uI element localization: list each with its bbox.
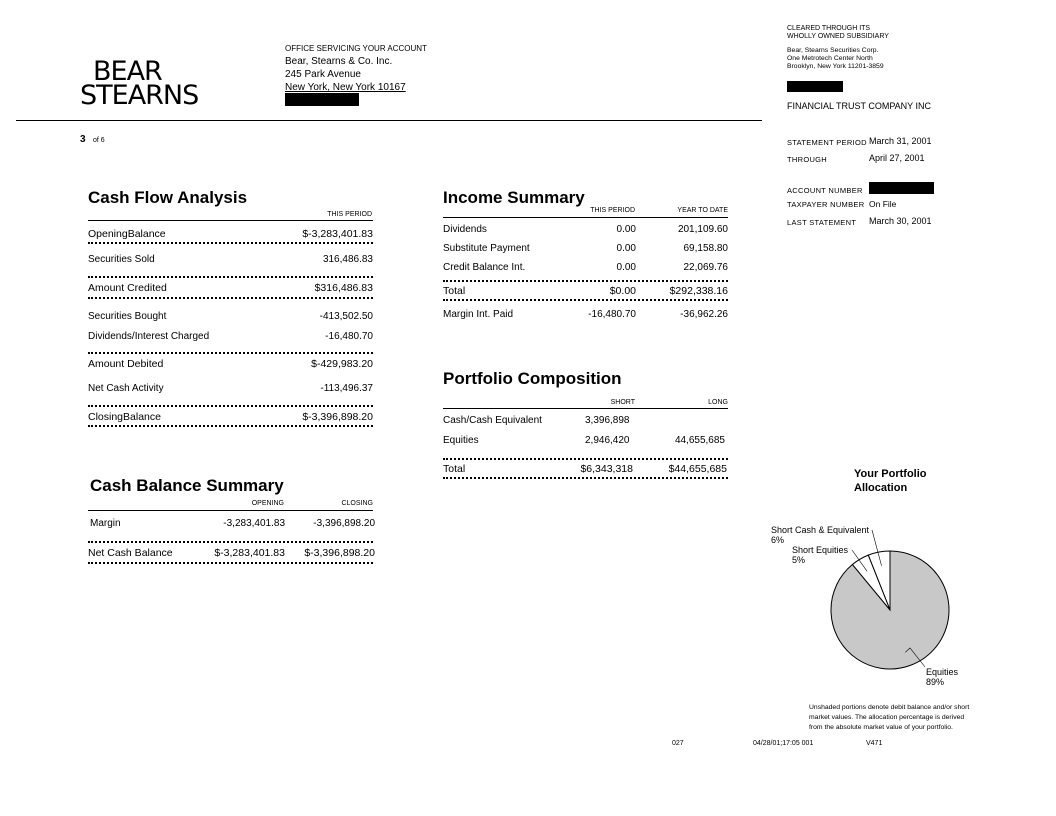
portfolio-col-long: LONG [708, 399, 728, 406]
income-row-label: Substitute Payment [443, 243, 530, 254]
dotted-rule [88, 405, 373, 407]
dotted-rule [88, 425, 373, 427]
income-summary-title: Income Summary [443, 188, 585, 207]
securities-bought-label: Securities Bought [88, 311, 167, 322]
opening-balance-label: OpeningBalance [88, 228, 166, 240]
clearing-address-1: Bear, Stearns Securities Corp. [787, 47, 879, 54]
income-total-period: $0.00 [609, 285, 636, 297]
redacted-account-number [869, 182, 934, 194]
amount-debited-label: Amount Debited [88, 358, 164, 370]
closing-balance-label: ClosingBalance [88, 411, 161, 423]
statement-period-value: March 31, 2001 [869, 136, 932, 146]
allocation-note-line-3: from the absolute market value of your portfolio. [809, 724, 953, 731]
portfolio-row-long: 44,655,685 [674, 435, 725, 446]
portfolio-row-short: 3,396,898 [585, 415, 630, 426]
dotted-rule [88, 242, 373, 244]
cash-flow-col-header [300, 211, 372, 218]
allocation-note-line-2: market values. The allocation percentage is derived [809, 714, 965, 721]
dotted-rule [88, 276, 373, 278]
dotted-rule [88, 541, 373, 543]
redacted-office-line [285, 93, 359, 106]
income-row-label: Dividends [443, 224, 487, 235]
dividends-charged-value: -16,480.70 [325, 331, 373, 342]
slice-1-label: Short Cash & Equivalent [771, 525, 870, 535]
amount-debited-value: $-429,983.20 [311, 358, 373, 370]
portfolio-total-short: $6,343,318 [580, 463, 633, 475]
opening-balance-value: $-3,283,401.83 [302, 228, 373, 240]
income-total-ytd: $292,338.16 [669, 285, 728, 297]
cash-balance-col-closing: CLOSING [341, 500, 373, 507]
income-row-ytd: 22,069.76 [683, 262, 728, 273]
footer-stamp: 04/28/01;17:05 001 [753, 740, 814, 747]
net-cash-balance-label: Net Cash Balance [88, 547, 173, 559]
dividends-charged-label: Dividends/Interest Charged [88, 331, 210, 342]
dotted-rule [443, 477, 728, 479]
logo-line-2: STEARNS [80, 80, 199, 111]
footer-code: 027 [672, 740, 684, 747]
page-num: 3 [80, 134, 86, 145]
clearing-company: FINANCIAL TRUST COMPANY INC [787, 101, 932, 111]
income-rule [443, 217, 728, 218]
statement-period-label: STATEMENT PERIOD [787, 138, 867, 147]
page-number [80, 129, 105, 147]
account-number-label: ACCOUNT NUMBER [787, 186, 863, 195]
portfolio-col-short: SHORT [610, 399, 635, 406]
allocation-title-line-2: Allocation [854, 482, 908, 494]
dotted-rule [443, 458, 728, 460]
income-row-ytd: 201,109.60 [677, 224, 728, 235]
dotted-rule [88, 562, 373, 564]
office-title: OFFICE SERVICING YOUR ACCOUNT [285, 44, 427, 53]
clearing-block [787, 25, 889, 70]
slice-3-pct: 89% [926, 677, 945, 687]
cash-balance-rule [88, 510, 373, 511]
clearing-address-3: Brooklyn, New York 11201-3859 [787, 63, 884, 70]
portfolio-total-long: $44,655,685 [668, 463, 727, 475]
income-row-label: Credit Balance Int. [443, 262, 526, 273]
slice-3-label: Equities [926, 667, 959, 677]
securities-bought-value: -413,502.50 [319, 311, 373, 322]
margin-int-ytd: -36,962.26 [680, 309, 728, 320]
logo-line-1: BEAR [93, 56, 162, 87]
dotted-rule [88, 297, 373, 299]
slice-2-label: Short Equities [792, 545, 849, 555]
income-row-period: 0.00 [616, 224, 636, 235]
clearing-line-2: WHOLLY OWNED SUBSIDIARY [787, 33, 889, 40]
through-label: THROUGH [787, 155, 828, 164]
last-statement-label: LAST STATEMENT [787, 218, 857, 227]
pie-slices [831, 551, 949, 669]
clearing-address-2: One Metrotech Center North [787, 55, 873, 62]
securities-sold-label: Securities Sold [88, 254, 155, 265]
allocation-title [854, 467, 927, 495]
office-block [285, 44, 427, 93]
dotted-rule [443, 299, 728, 301]
margin-int-period: -16,480.70 [588, 309, 636, 320]
office-line-1: Bear, Stearns & Co. Inc. [285, 56, 393, 67]
slice-1-pct: 6% [771, 535, 785, 545]
header-rule [16, 120, 762, 121]
income-col-ytd: YEAR TO DATE [677, 207, 728, 214]
income-col-this-period: THIS PERIOD [590, 207, 635, 214]
portfolio-rule [443, 408, 728, 409]
net-cash-activity-value: -113,496.37 [320, 383, 373, 394]
clearing-line-1: CLEARED THROUGH ITS [787, 25, 871, 32]
securities-sold-value: 316,486.83 [322, 254, 373, 265]
dotted-rule [443, 280, 728, 282]
cash-balance-col-opening: OPENING [251, 500, 284, 507]
income-row-period: 0.00 [616, 262, 636, 273]
portfolio-row-label: Equities [443, 435, 479, 446]
portfolio-composition-title: Portfolio Composition [443, 369, 622, 388]
net-cash-balance-open: $-3,283,401.83 [214, 547, 285, 559]
through-value: April 27, 2001 [869, 153, 925, 163]
allocation-pie-chart [760, 520, 1000, 700]
cash-flow-rule [88, 220, 373, 221]
income-row-period: 0.00 [616, 243, 636, 254]
allocation-note [809, 703, 969, 733]
income-row-ytd: 69,158.80 [683, 243, 728, 254]
amount-credited-label: Amount Credited [88, 282, 167, 294]
portfolio-total-label: Total [443, 463, 466, 475]
income-total-label: Total [443, 285, 466, 297]
footer-version: V471 [866, 740, 883, 747]
taxpayer-value: On File [869, 199, 897, 209]
net-cash-activity-label: Net Cash Activity [88, 383, 164, 394]
cash-balance-title: Cash Balance Summary [90, 476, 284, 495]
portfolio-row-short: 2,946,420 [585, 435, 630, 446]
this-period-header: THIS PERIOD [327, 211, 372, 218]
margin-int-label: Margin Int. Paid [443, 309, 514, 320]
net-cash-balance-close: $-3,396,898.20 [304, 547, 375, 559]
cash-balance-margin-open: -3,283,401.83 [223, 518, 285, 529]
cash-balance-margin-label: Margin [90, 518, 121, 529]
taxpayer-label: TAXPAYER NUMBER [787, 200, 865, 209]
page-of: of 6 [93, 137, 105, 144]
closing-balance-value: $-3,396,898.20 [302, 411, 373, 423]
office-line-3: New York, New York 10167 [285, 82, 406, 93]
portfolio-row-label: Cash/Cash Equivalent [443, 415, 542, 426]
last-statement-value: March 30, 2001 [869, 216, 932, 226]
allocation-title-line-1: Your Portfolio [854, 468, 927, 480]
slice-2-pct: 5% [792, 555, 806, 565]
cash-flow-title: Cash Flow Analysis [88, 188, 248, 207]
bear-stearns-logo [80, 56, 199, 111]
dotted-rule [88, 352, 373, 354]
cash-balance-margin-close: -3,396,898.20 [313, 518, 375, 529]
amount-credited-value: $316,486.83 [314, 282, 373, 294]
redacted-clearing-line [787, 81, 843, 92]
allocation-note-line-1: Unshaded portions denote debit balance and/or short [809, 704, 970, 711]
pie-slice-3 [831, 551, 949, 669]
office-line-2: 245 Park Avenue [285, 69, 361, 80]
